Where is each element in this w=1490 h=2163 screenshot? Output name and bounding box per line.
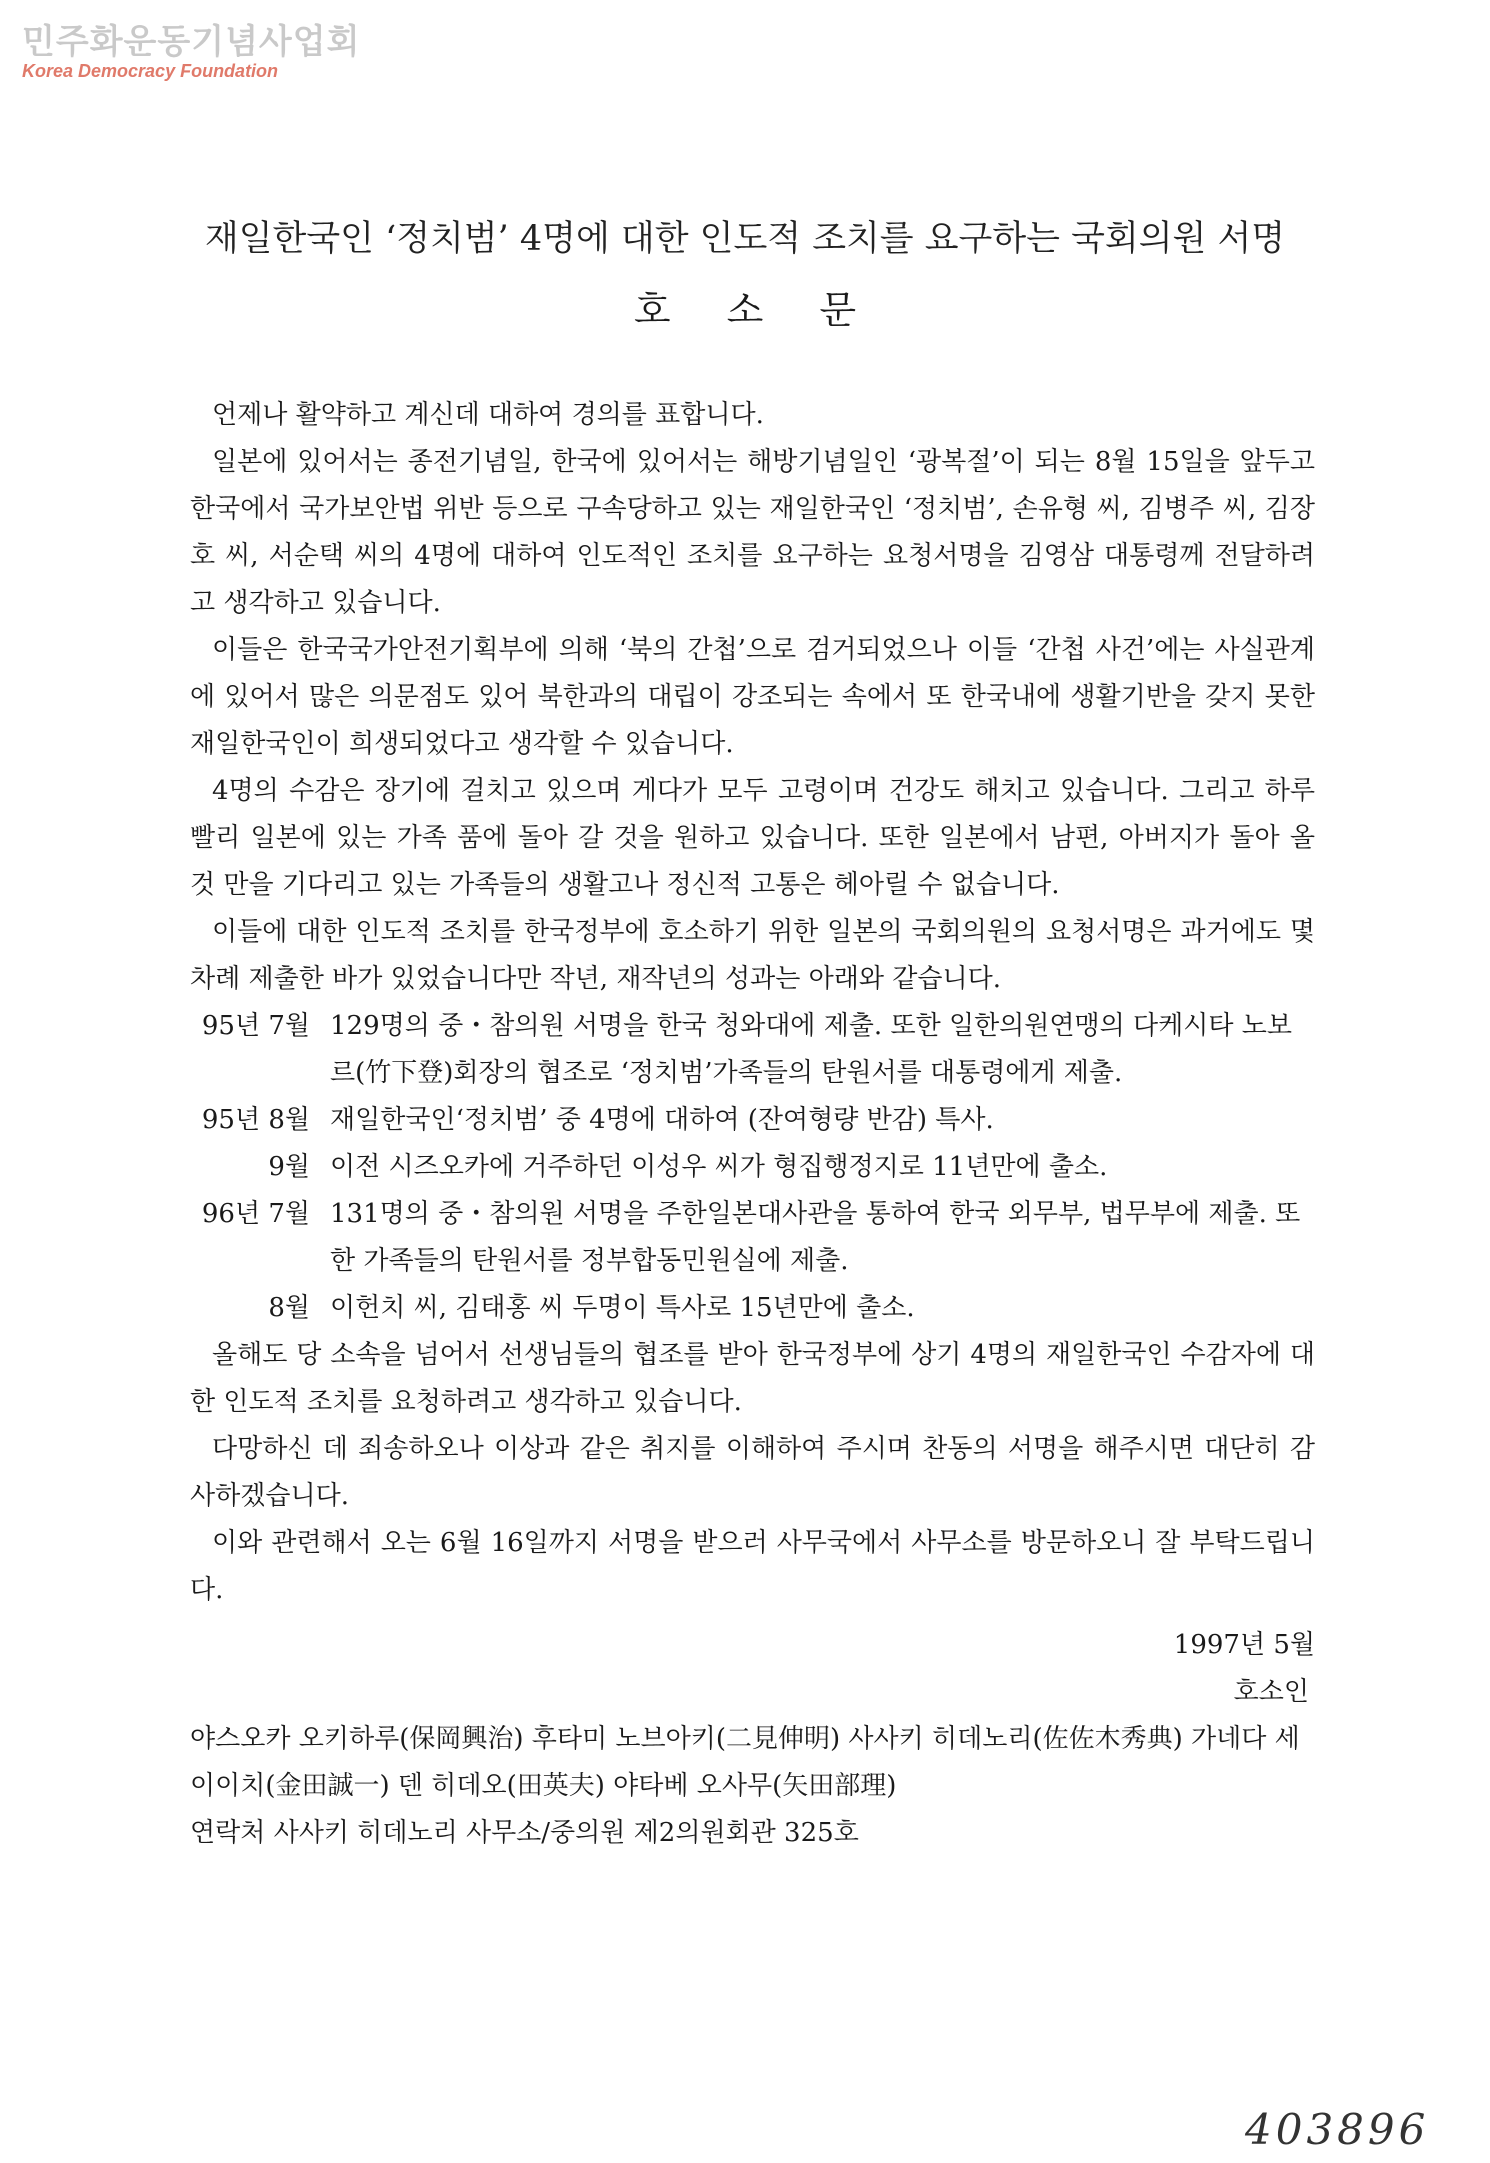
paragraph-history: 이들에 대한 인도적 조치를 한국정부에 호소하기 위한 일본의 국회의원의 요청서명은 과거에도 몇차례 제출한 바가 있었습니다만 작년, 재작년의 성과는 아래와 같습니다. <box>190 917 1315 994</box>
paragraph-condition: 4명의 수감은 장기에 걸치고 있으며 게다가 모두 고령이며 건강도 해치고 있습니다. 그리고 하루빨리 일본에 있는 가족 품에 돌아 갈 것을 원하고 있습니다. 또한 일본에서 남편, 아버지가 돌아 올 것 만을 기다리고 있는 가족들의 생활고나 정신적 고통은 헤아릴 수 없습니다. <box>190 776 1315 900</box>
document-date: 1997년 5월 <box>1173 1630 1315 1660</box>
record-text: 129명의 중・참의원 서명을 한국 청와대에 제출. 또한 일한의원연맹의 다케시타 노보르(竹下登)회장의 협조로 ‘정치범’가족들의 탄원서를 대통령에게 제출. <box>330 1011 1292 1088</box>
record-date: 9월 <box>268 1152 310 1182</box>
record-text: 재일한국인‘정치범’ 중 4명에 대하여 (잔여형량 반감) 특사. <box>330 1105 994 1135</box>
handwritten-number: 403896 <box>1245 2105 1430 2154</box>
contact-info: 연락처 사사키 히데노리 사무소/중의원 제2의원회관 325호 <box>190 1818 859 1848</box>
record-row <box>190 1097 1315 1144</box>
record-row <box>190 1144 1315 1191</box>
record-date: 96년 7월 <box>201 1199 310 1229</box>
signers-list: 야스오카 오키하루(保岡興治) 후타미 노브아키(二見伸明) 사사키 히데노리(佐佐木秀典) 가네다 세이이치(金田誠一) 덴 히데오(田英夫) 야타베 오사무(矢田部理) <box>190 1724 1300 1801</box>
record-date: 8월 <box>268 1293 310 1323</box>
record-row <box>190 1003 1315 1097</box>
record-row <box>190 1191 1315 1285</box>
paragraph-request: 올해도 당 소속을 넘어서 선생님들의 협조를 받아 한국정부에 상기 4명의 재일한국인 수감자에 대한 인도적 조치를 요청하려고 생각하고 있습니다. <box>190 1340 1315 1417</box>
record-date: 95년 7월 <box>201 1011 310 1041</box>
document-body <box>190 392 1315 1857</box>
watermark-korean: 민주화운동기념사업회 <box>22 22 361 62</box>
document-subtitle: 호 소 문 <box>633 288 879 332</box>
record-text: 이헌치 씨, 김태홍 씨 두명이 특사로 15년만에 출소. <box>330 1293 915 1323</box>
paragraph-intro: 일본에 있어서는 종전기념일, 한국에 있어서는 해방기념일인 ‘광복절’이 되는 8월 15일을 앞두고 한국에서 국가보안법 위반 등으로 구속당하고 있는 재일한국인 ‘정치범’, 손유형 씨, 김병주 씨, 김장호 씨, 서순택 씨의 4명에 대하여 인도적인 조치를 요구하는 요청서명을 김영삼 대통령께 전달하려고 생각하고 있습니다. <box>190 447 1315 618</box>
record-text: 131명의 중・참의원 서명을 주한일본대사관을 통하여 한국 외무부, 법무부에 제출. 또한 가족들의 탄원서를 정부합동민원실에 제출. <box>330 1199 1301 1276</box>
signers-label: 호소인 <box>1233 1677 1309 1707</box>
paragraph-background: 이들은 한국국가안전기획부에 의해 ‘북의 간첩’으로 검거되었으나 이들 ‘간첩 사건’에는 사실관계에 있어서 많은 의문점도 있어 북한과의 대립이 강조되는 속에서 또 한국내에 생활기반을 갖지 못한 재일한국인이 희생되었다고 생각할 수 있습니다. <box>190 635 1315 759</box>
document-title: 재일한국인 ‘정치범’ 4명에 대한 인도적 조치를 요구하는 국회의원 서명 <box>204 219 1286 259</box>
paragraph-thanks: 다망하신 데 죄송하오나 이상과 같은 취지를 이해하여 주시며 찬동의 서명을 해주시면 대단히 감사하겠습니다. <box>190 1434 1315 1511</box>
watermark-english: Korea Democracy Foundation <box>22 61 279 81</box>
paragraph-visit: 이와 관련해서 오는 6월 16일까지 서명을 받으러 사무국에서 사무소를 방문하오니 잘 부탁드립니다. <box>190 1528 1315 1605</box>
record-row <box>190 1285 1315 1332</box>
record-date: 95년 8월 <box>201 1105 310 1135</box>
record-text: 이전 시즈오카에 거주하던 이성우 씨가 형집행정지로 11년만에 출소. <box>330 1152 1108 1182</box>
paragraph-greeting: 언제나 활약하고 계신데 대하여 경의를 표합니다. <box>212 400 764 430</box>
watermark <box>22 22 360 82</box>
